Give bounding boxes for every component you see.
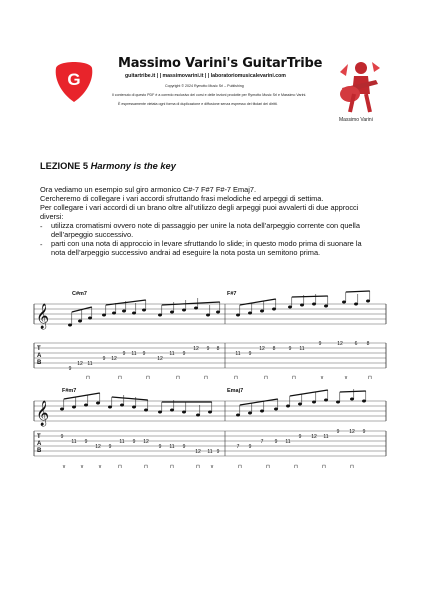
svg-text:T: T [37, 434, 41, 440]
tab-number: 9 [158, 444, 162, 450]
tab-number: 12 [195, 449, 201, 455]
tab-number: 12 [311, 434, 317, 440]
svg-text:⊓: ⊓ [146, 375, 150, 381]
svg-text:v: v [80, 464, 84, 470]
tab-number: 11 [299, 346, 305, 352]
tab-number: 9 [142, 351, 146, 357]
tab-number: 7 [236, 444, 240, 450]
tab-number: 9 [206, 346, 210, 352]
svg-text:⊓: ⊓ [144, 464, 148, 470]
tab-number: 11 [235, 351, 241, 357]
logo-letter: G [67, 70, 81, 89]
tab-number: 9 [248, 444, 252, 450]
score-system-1 [0, 285, 424, 385]
tab-number: 9 [102, 356, 106, 362]
svg-text:⊓: ⊓ [86, 375, 90, 381]
tab-number: 11 [169, 351, 175, 357]
lesson-title: Harmony is the key [90, 161, 176, 171]
svg-text:⊓: ⊓ [118, 375, 122, 381]
brand-links: guitartribe.it | | massimovarini.it | | laboratoriomusicalevarini.com [125, 73, 286, 79]
treble-clef-icon: 𝄞 [36, 400, 50, 425]
svg-text:⊓: ⊓ [292, 375, 296, 381]
tab-number: 11 [285, 439, 291, 445]
tab-number: 9 [318, 341, 322, 347]
guitartribe-logo [52, 58, 96, 104]
tab-number: 6 [354, 341, 358, 347]
tab-number: 9 [132, 439, 136, 445]
tab-number: 9 [68, 366, 72, 372]
svg-text:⊓: ⊓ [368, 375, 372, 381]
guitarist-icon [336, 58, 382, 116]
tab-number: 12 [77, 361, 83, 367]
pick-strokes [86, 375, 372, 381]
bullet-2-line-1: parti con una nota di approccio in levare sfruttando lo slide; in questo modo prima di suonare la [51, 239, 362, 248]
svg-text:A: A [37, 441, 42, 447]
svg-text:⊓: ⊓ [204, 375, 208, 381]
score-system-2 [0, 382, 424, 482]
tab-number: 12 [193, 346, 199, 352]
svg-text:⊓: ⊓ [176, 375, 180, 381]
tab-number: 8 [366, 341, 370, 347]
tab-number: 11 [119, 439, 125, 445]
tab-number: 8 [272, 346, 276, 352]
svg-text:⊓: ⊓ [238, 464, 242, 470]
svg-text:⊓: ⊓ [170, 464, 174, 470]
chord-symbol: F#m7 [62, 388, 77, 394]
notes-group [60, 389, 366, 416]
svg-text:⊓: ⊓ [118, 464, 122, 470]
intro-line-3: Per collegare i vari accordi di un brano oltre all’utilizzo degli arpeggi puoi avvalerti di due approcci [40, 203, 359, 212]
bullet-1-line-1: utilizza cromatismi ovvero note di passaggio per unire la nota dell’arpeggio corrente con quella [51, 221, 360, 230]
author-name: Massimo Varini [339, 117, 373, 123]
svg-text:T: T [37, 346, 41, 352]
tab-number: 11 [207, 449, 213, 455]
tab-number: 11 [87, 361, 93, 367]
svg-text:⊓: ⊓ [322, 464, 326, 470]
tab-number: 12 [337, 341, 343, 347]
tab-number: 9 [108, 444, 112, 450]
copyright-notice-2: È espressamente vietata ogni forma di duplicazione e diffusione senza espresso dei titolari dei diritti. [118, 102, 278, 106]
copyright-notice-1: Il contenuto di questo PDF è a corredo esclusivo dei corsi e delle lezioni prodotte per Rymotto Music Srl e Massimo Varini. [112, 93, 307, 97]
tab-number: 11 [169, 444, 175, 450]
bullet-marker-2: - [40, 240, 43, 249]
treble-clef-icon: 𝄞 [36, 303, 50, 328]
chord-symbol: Emaj7 [227, 388, 244, 394]
tab-number: 7 [260, 439, 264, 445]
tab-number: 9 [288, 346, 292, 352]
author-illustration [336, 58, 382, 116]
chord-symbol: F#7 [227, 291, 237, 297]
tab-number: 9 [274, 439, 278, 445]
tab-number: 12 [349, 429, 355, 435]
tab-number: 9 [182, 444, 186, 450]
beams [64, 390, 366, 405]
svg-text:⊓: ⊓ [264, 375, 268, 381]
lesson-heading [40, 161, 176, 171]
tab-number: 9 [362, 429, 366, 435]
intro-line-4: diversi: [40, 212, 64, 221]
svg-text:B: B [37, 448, 42, 454]
intro-line-1: Ora vediamo un esempio sul giro armonico C#-7 F#7 F#-7 Emaj7. [40, 185, 257, 194]
tab-number: 11 [131, 351, 137, 357]
svg-text:⊓: ⊓ [196, 464, 200, 470]
tab-number: 11 [323, 434, 329, 440]
bullet-marker-1: - [40, 222, 43, 231]
pick-strokes [63, 464, 354, 470]
svg-text:v: v [344, 375, 348, 381]
svg-text:A: A [37, 353, 42, 359]
tab-number: 9 [60, 434, 64, 440]
tab-number: 9 [216, 449, 220, 455]
svg-text:B: B [37, 360, 42, 366]
svg-text:⊓: ⊓ [294, 464, 298, 470]
tab-number: 12 [143, 439, 149, 445]
intro-line-2: Cercheremo di collegare i vari accordi sfruttando frasi melodiche ed arpeggi di settima. [40, 194, 324, 203]
tab-number: 12 [259, 346, 265, 352]
tab-number: 9 [248, 351, 252, 357]
brand-title: Massimo Varini's GuitarTribe [118, 56, 323, 71]
tab-number: 11 [71, 439, 77, 445]
svg-text:v: v [320, 375, 324, 381]
tab-number: 9 [122, 351, 126, 357]
svg-text:v: v [98, 464, 102, 470]
tab-number: 12 [157, 356, 163, 362]
tab-numbers [69, 341, 370, 372]
tab-number: 9 [84, 439, 88, 445]
tab-clef [37, 346, 42, 366]
tab-clef [37, 434, 42, 454]
tab-number: 12 [95, 444, 101, 450]
tab-number: 9 [298, 434, 302, 440]
guitar-pick-icon [52, 58, 96, 104]
lesson-number: LEZIONE 5 [40, 161, 89, 171]
bullet-1-line-2: dell’arpeggio successivo. [51, 230, 134, 239]
svg-text:⊓: ⊓ [350, 464, 354, 470]
bullet-2-line-2: nota dell’arpeggio successivo andrai ad eseguire la nota posta un semitono prima. [51, 248, 321, 257]
chord-symbol: C#m7 [72, 291, 87, 297]
svg-text:v: v [210, 464, 214, 470]
tab-number: 9 [336, 429, 340, 435]
svg-text:⊓: ⊓ [234, 375, 238, 381]
tab-number: 8 [216, 346, 220, 352]
svg-text:⊓: ⊓ [266, 464, 270, 470]
copyright-line: Copyright © 2024 Rymotto Music Srl – Publishing [165, 84, 244, 88]
tab-number: 9 [182, 351, 186, 357]
tab-number: 12 [111, 356, 117, 362]
svg-text:v: v [62, 464, 66, 470]
